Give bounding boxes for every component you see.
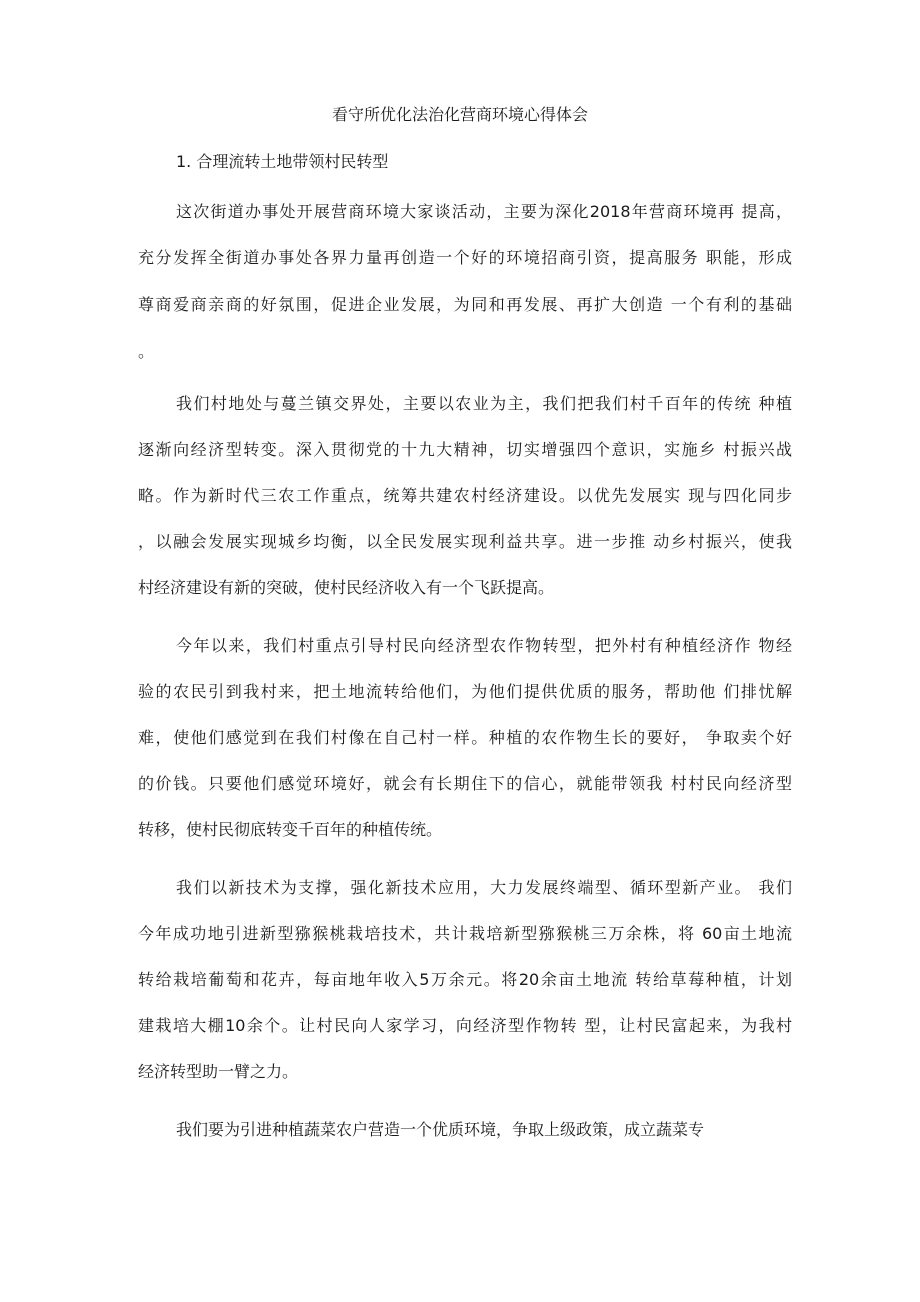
- paragraph-4-line-4: 建栽培大棚10余个。让村民向人家学习，向经济型作物转 型，让村民富起来，为我村: [138, 1016, 792, 1035]
- paragraph-2-line-2: 逐渐向经济型转变。深入贯彻党的十九大精神，切实增强四个意识，实施乡 村振兴战: [138, 440, 792, 459]
- paragraph-2-line-3: 略。作为新时代三农工作重点，统筹共建农村经济建设。以优先发展实 现与四化同步: [138, 486, 792, 505]
- paragraph-3-line-4: 的价钱。只要他们感觉环境好，就会有长期住下的信心，就能带领我 村村民向经济型: [138, 774, 792, 793]
- paragraph-2-line-4: ，以融会发展实现城乡均衡，以全民发展实现利益共享。进一步推 动乡村振兴，使我: [138, 532, 792, 551]
- paragraph-2-line-1: 我们村地处与蔓兰镇交界处，主要以农业为主，我们把我们村千百年的传统 种植: [176, 394, 792, 413]
- paragraph-3-line-5: 转移，使村民彻底转变千百年的种植传统。: [138, 820, 443, 839]
- paragraph-5-line-1: 我们要为引进种植蔬菜农户营造一个优质环境，争取上级政策，成立蔬菜专: [176, 1120, 705, 1139]
- paragraph-3-line-3: 难，使他们感觉到在我们村像在自己村一样。种植的农作物生长的要好， 争取卖个好: [138, 728, 792, 747]
- paragraph-4-line-3: 转给栽培葡萄和花卉，每亩地年收入5万余元。将20余亩土地流 转给草莓种植，计划: [138, 970, 792, 989]
- paragraph-4-line-2: 今年成功地引进新型猕猴桃栽培技术，共计栽培新型猕猴桃三万余株，将 60亩土地流: [138, 924, 792, 943]
- paragraph-1-line-1: 这次街道办事处开展营商环境大家谈活动，主要为深化2018年营商环境再 提高，: [176, 202, 792, 221]
- paragraph-1-line-4: 。: [138, 342, 155, 361]
- section-heading: 1. 合理流转土地带领村民转型: [176, 152, 389, 171]
- paragraph-3-line-1: 今年以来，我们村重点引导村民向经济型农作物转型，把外村有种植经济作 物经: [176, 636, 792, 655]
- paragraph-4-line-1: 我们以新技术为支撑，强化新技术应用，大力发展终端型、循环型新产业。 我们: [176, 878, 792, 897]
- paragraph-2-line-5: 村经济建设有新的突破，使村民经济收入有一个飞跃提高。: [138, 578, 555, 597]
- paragraph-1-line-2: 充分发挥全街道办事处各界力量再创造一个好的环境招商引资，提高服务 职能，形成: [138, 248, 792, 267]
- document-title: 看守所优化法治化营商环境心得体会: [331, 105, 588, 124]
- paragraph-1-line-3: 尊商爱商亲商的好氛围，促进企业发展，为同和再发展、再扩大创造 一个有利的基础: [138, 295, 792, 314]
- paragraph-3-line-2: 验的农民引到我村来，把土地流转给他们，为他们提供优质的服务，帮助他 们排忧解: [138, 682, 792, 701]
- paragraph-4-line-5: 经济转型助一臂之力。: [138, 1062, 299, 1081]
